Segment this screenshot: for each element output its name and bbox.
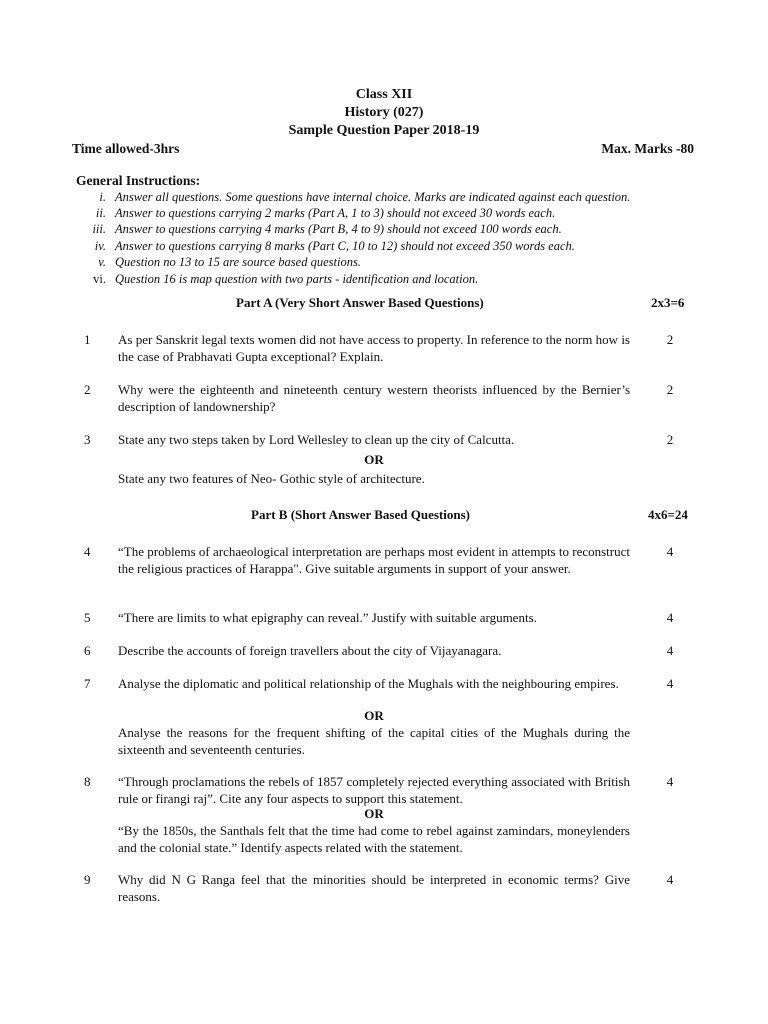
part-b-title: Part B (Short Answer Based Questions) — [251, 507, 470, 522]
question-number: 3 — [84, 432, 91, 447]
question-number: 9 — [84, 872, 91, 887]
instruction-item: iii. Answer to questions carrying 4 marks (Part B, 4 to 9) should not exceed 100 words each. — [92, 222, 562, 236]
instruction-item: vi. Question 16 is map question with two parts - identification and location. — [93, 272, 479, 286]
question-marks: 4 — [666, 544, 674, 559]
part-b-marks: 4x6=24 — [648, 507, 688, 522]
instruction-item: i. Answer all questions. Some questions have internal choice. Marks are indicated against each question. — [99, 190, 631, 204]
question-marks: 2 — [666, 332, 674, 347]
question-text: “Through proclamations the rebels of 1857 completely rejected everything associated with British rule or firangi raj”. Cite any four aspects to support this statement. — [118, 774, 630, 806]
question-number: 4 — [84, 544, 91, 559]
question-number: 6 — [84, 643, 91, 658]
or-separator: OR — [364, 806, 384, 821]
question-alt-text: State any two features of Neo- Gothic style of architecture. — [118, 471, 425, 486]
question-text: Why were the eighteenth and nineteenth century western theorists influenced by the Bernier’s description of landownership? — [118, 382, 630, 414]
question-number: 2 — [84, 382, 91, 397]
question-text: As per Sanskrit legal texts women did not have access to property. In reference to the norm how is the case of Prabhavati Gupta exceptional? Explain. — [118, 332, 630, 364]
question-number: 1 — [84, 332, 91, 347]
instruction-item: iv. Answer to questions carrying 8 marks (Part C, 10 to 12) should not exceed 350 words each. — [94, 239, 575, 253]
question-marks: 2 — [666, 382, 674, 397]
paper-title: Sample Question Paper 2018-19 — [288, 123, 480, 138]
question-marks: 4 — [666, 872, 674, 887]
question-number: 5 — [84, 610, 91, 625]
class-title: Class XII — [355, 87, 413, 102]
question-alt-text: Analyse the reasons for the frequent shifting of the capital cities of the Mughals during the sixteenth and seventeenth centuries. — [118, 725, 630, 757]
or-separator: OR — [364, 452, 384, 467]
instruction-item: v. Question no 13 to 15 are source based questions. — [98, 255, 361, 269]
question-text: “The problems of archaeological interpretation are perhaps most evident in attempts to reconstruct the religious practices of Harappa". Give suitable arguments in support of your answer. — [118, 544, 630, 576]
instruction-item: ii. Answer to questions carrying 2 marks (Part A, 1 to 3) should not exceed 30 words each. — [95, 206, 556, 220]
question-text: Analyse the diplomatic and political relationship of the Mughals with the neighbouring empires. — [118, 676, 619, 691]
part-a-marks: 2x3=6 — [651, 295, 685, 310]
question-number: 8 — [84, 774, 91, 789]
part-a-title: Part A (Very Short Answer Based Questions) — [236, 295, 484, 310]
question-marks: 4 — [666, 643, 674, 658]
question-marks: 2 — [666, 432, 674, 447]
question-text: Describe the accounts of foreign travellers about the city of Vijayanagara. — [118, 643, 502, 658]
question-marks: 4 — [666, 610, 674, 625]
time-allowed: Time allowed-3hrs — [72, 141, 180, 156]
question-marks: 4 — [666, 676, 674, 691]
question-alt-text: “By the 1850s, the Santhals felt that the time had come to rebel against zamindars, moneylenders and the colonial state.” Identify aspects related with the statement. — [118, 823, 630, 855]
subject-title: History (027) — [344, 105, 424, 120]
question-text: State any two steps taken by Lord Wellesley to clean up the city of Calcutta. — [118, 432, 515, 447]
question-text: Why did N G Ranga feel that the minorities should be interpreted in economic terms? Give reasons. — [118, 872, 630, 904]
question-text: “There are limits to what epigraphy can reveal.” Justify with suitable arguments. — [118, 610, 537, 625]
question-number: 7 — [84, 676, 91, 691]
question-marks: 4 — [666, 774, 674, 789]
instructions-title: General Instructions: — [76, 173, 201, 188]
or-separator: OR — [364, 708, 384, 723]
max-marks: Max. Marks -80 — [601, 141, 694, 156]
